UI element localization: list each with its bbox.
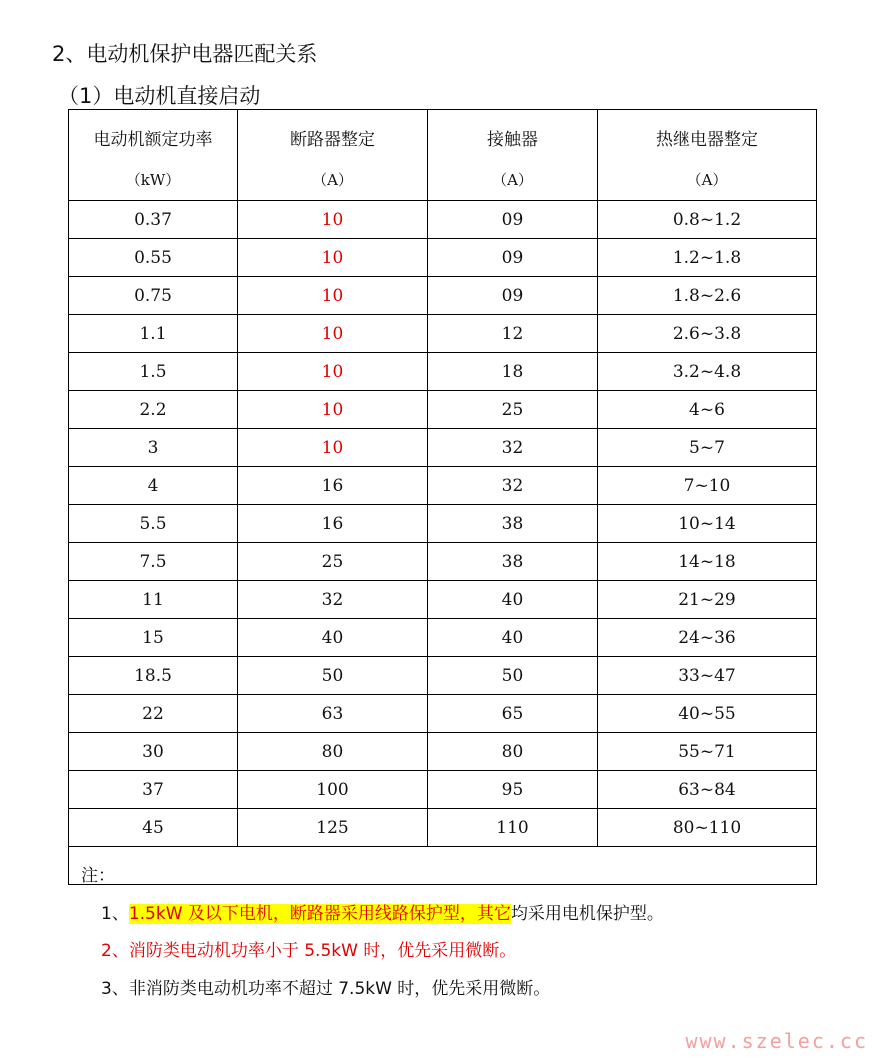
cell-contactor: 95 [428,771,598,809]
cell-breaker-setting: 16 [238,467,428,505]
cell-motor-power: 1.5 [69,353,238,391]
cell-thermal-relay: 1.2~1.8 [598,239,817,277]
table-row [69,619,817,657]
table-row [69,429,817,467]
cell-contactor: 50 [428,657,598,695]
cell-thermal-relay: 14~18 [598,543,817,581]
cell-breaker-setting: 25 [238,543,428,581]
cell-thermal-relay: 7~10 [598,467,817,505]
cell-breaker-setting: 10 [238,391,428,429]
cell-thermal-relay: 24~36 [598,619,817,657]
table-row [69,277,817,315]
table-row [69,391,817,429]
table-row [69,239,817,277]
note-1: 1、1.5kW 及以下电机，断路器采用线路保护型，其它均采用电机保护型。 [101,904,664,924]
cell-contactor: 38 [428,505,598,543]
cell-motor-power: 5.5 [69,505,238,543]
cell-contactor: 09 [428,239,598,277]
cell-motor-power: 11 [69,581,238,619]
notes-title: 注： [81,866,115,886]
cell-motor-power: 22 [69,695,238,733]
table-row [69,505,817,543]
notes-row [69,847,817,885]
cell-motor-power: 45 [69,809,238,847]
cell-thermal-relay: 63~84 [598,771,817,809]
cell-thermal-relay: 0.8~1.2 [598,201,817,239]
cell-breaker-setting: 32 [238,581,428,619]
header-contactor: 接触器 （A） [428,110,598,201]
cell-breaker-setting: 10 [238,353,428,391]
notes-cell [69,847,817,999]
note-1-highlight: 1.5kW 及以下电机，断路器采用线路保护型，其它 [128,904,511,924]
cell-breaker-setting: 10 [238,239,428,277]
cell-motor-power: 3 [69,429,238,467]
cell-thermal-relay: 21~29 [598,581,817,619]
cell-breaker-setting: 40 [238,619,428,657]
cell-motor-power: 30 [69,733,238,771]
cell-breaker-setting: 80 [238,733,428,771]
cell-contactor: 65 [428,695,598,733]
cell-thermal-relay: 3.2~4.8 [598,353,817,391]
protection-matching-table [68,109,817,999]
cell-thermal-relay: 5~7 [598,429,817,467]
header-motor-power: 电动机额定功率 （kW） [69,110,238,201]
note-3: 3、非消防类电动机功率不超过 7.5kW 时，优先采用微断。 [101,979,551,999]
cell-contactor: 32 [428,467,598,505]
table-row [69,809,817,847]
table-row [69,467,817,505]
table-row [69,695,817,733]
cell-contactor: 38 [428,543,598,581]
cell-breaker-setting: 10 [238,429,428,467]
cell-contactor: 09 [428,277,598,315]
table-row [69,581,817,619]
cell-contactor: 25 [428,391,598,429]
cell-breaker-setting: 125 [238,809,428,847]
cell-thermal-relay: 1.8~2.6 [598,277,817,315]
cell-thermal-relay: 2.6~3.8 [598,315,817,353]
cell-motor-power: 7.5 [69,543,238,581]
table-row [69,353,817,391]
cell-breaker-setting: 16 [238,505,428,543]
table-row [69,315,817,353]
cell-thermal-relay: 80~110 [598,809,817,847]
cell-contactor: 09 [428,201,598,239]
cell-thermal-relay: 4~6 [598,391,817,429]
cell-breaker-setting: 63 [238,695,428,733]
cell-contactor: 40 [428,619,598,657]
header-breaker-setting: 断路器整定 （A） [238,110,428,201]
cell-thermal-relay: 10~14 [598,505,817,543]
cell-breaker-setting: 10 [238,315,428,353]
cell-motor-power: 0.55 [69,239,238,277]
cell-motor-power: 1.1 [69,315,238,353]
cell-motor-power: 0.37 [69,201,238,239]
table-row [69,201,817,239]
cell-motor-power: 18.5 [69,657,238,695]
cell-motor-power: 37 [69,771,238,809]
cell-contactor: 32 [428,429,598,467]
subsection-heading: （1）电动机直接启动 [58,84,261,108]
watermark: www.szelec.cc [685,1029,868,1053]
cell-contactor: 18 [428,353,598,391]
cell-contactor: 110 [428,809,598,847]
table-row [69,771,817,809]
cell-breaker-setting: 100 [238,771,428,809]
note-2: 2、消防类电动机功率小于 5.5kW 时，优先采用微断。 [101,941,517,961]
cell-contactor: 12 [428,315,598,353]
header-row [69,110,817,201]
section-heading: 2、电动机保护电器匹配关系 [52,42,318,66]
cell-thermal-relay: 33~47 [598,657,817,695]
cell-motor-power: 15 [69,619,238,657]
cell-contactor: 80 [428,733,598,771]
cell-contactor: 40 [428,581,598,619]
cell-thermal-relay: 40~55 [598,695,817,733]
header-thermal-relay: 热继电器整定 （A） [598,110,817,201]
cell-motor-power: 4 [69,467,238,505]
cell-breaker-setting: 10 [238,201,428,239]
table-row [69,543,817,581]
cell-motor-power: 0.75 [69,277,238,315]
cell-breaker-setting: 50 [238,657,428,695]
cell-breaker-setting: 10 [238,277,428,315]
cell-motor-power: 2.2 [69,391,238,429]
table-row [69,733,817,771]
table-row [69,657,817,695]
cell-thermal-relay: 55~71 [598,733,817,771]
